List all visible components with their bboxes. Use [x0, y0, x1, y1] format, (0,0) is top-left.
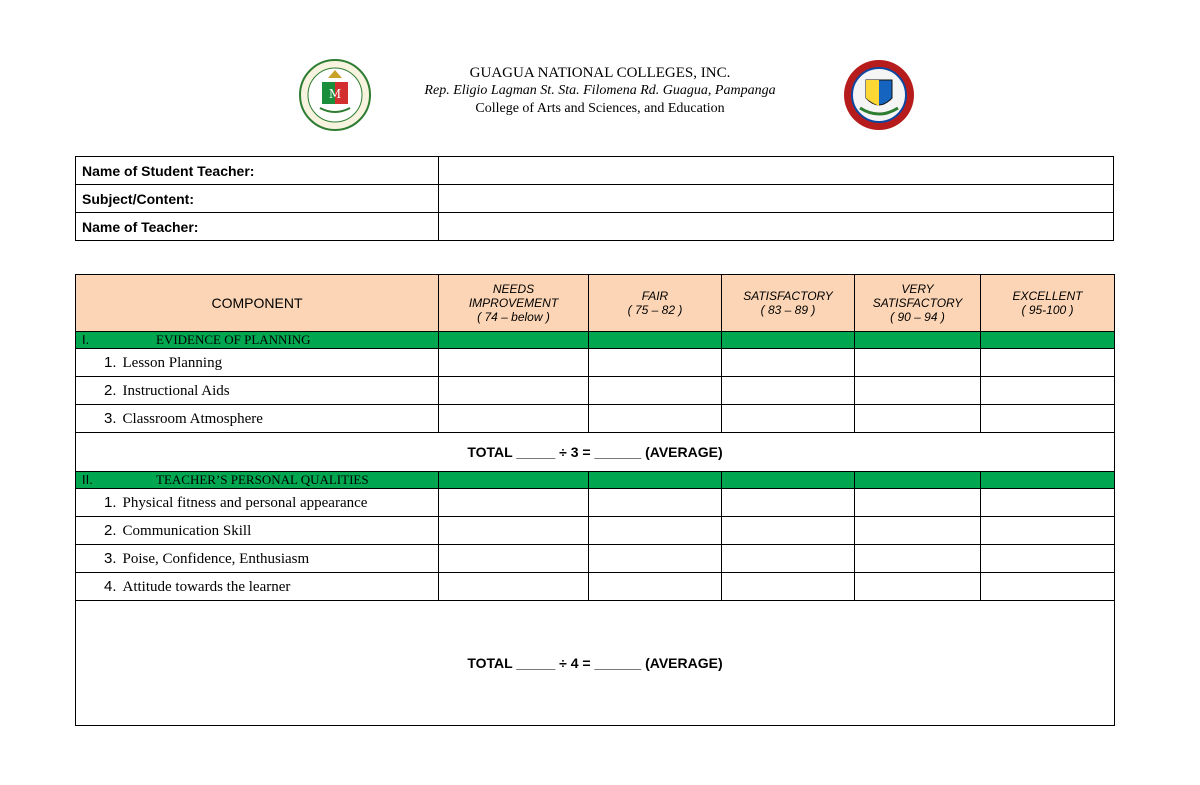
rating-cell[interactable]	[439, 545, 589, 573]
rating-cell[interactable]	[722, 545, 855, 573]
subject-label: Subject/Content:	[76, 185, 439, 213]
section-title: EVIDENCE OF PLANNING	[156, 332, 311, 347]
rating-cell[interactable]	[589, 405, 722, 433]
section1-total-row	[76, 433, 1115, 472]
rating-cell[interactable]	[855, 349, 981, 377]
rubric-table	[75, 274, 1115, 726]
info-row-student-teacher	[76, 157, 1114, 185]
rating-cell[interactable]	[855, 377, 981, 405]
rubric-row: 4. Attitude towards the learner	[76, 573, 1115, 601]
rating-cell[interactable]	[855, 573, 981, 601]
svg-text:M: M	[328, 87, 342, 101]
college-seal-logo	[842, 58, 916, 132]
rating-cell[interactable]	[722, 377, 855, 405]
rubric-row: 3. Classroom Atmosphere	[76, 405, 1115, 433]
school-seal-logo	[298, 58, 372, 132]
rating-cell[interactable]	[439, 489, 589, 517]
teacher-label: Name of Teacher:	[76, 213, 439, 241]
rubric-row: 1. Lesson Planning	[76, 349, 1115, 377]
info-table	[75, 156, 1114, 241]
criterion-label: Poise, Confidence, Enthusiasm	[122, 550, 310, 567]
rating-cell[interactable]	[589, 489, 722, 517]
student-teacher-label: Name of Student Teacher:	[76, 157, 439, 185]
criterion-label: Attitude towards the learner	[122, 578, 291, 595]
rating-cell[interactable]	[855, 405, 981, 433]
criterion-label: Physical fitness and personal appearance	[122, 494, 368, 511]
rating-cell[interactable]	[439, 573, 589, 601]
section-header-planning	[76, 332, 1115, 349]
section-number: II.	[82, 472, 93, 487]
college-name: College of Arts and Sciences, and Education	[475, 101, 725, 116]
rating-cell[interactable]	[981, 377, 1115, 405]
rubric-row: 2. Instructional Aids	[76, 377, 1115, 405]
level-excellent: EXCELLENT ( 95-100 )	[981, 275, 1115, 332]
school-name: GUAGUA NATIONAL COLLEGES, INC.	[469, 65, 731, 81]
component-header: COMPONENT	[76, 275, 439, 332]
info-row-teacher	[76, 213, 1114, 241]
student-teacher-field[interactable]	[439, 157, 1114, 185]
rating-cell[interactable]	[981, 573, 1115, 601]
rubric-row: 2. Communication Skill	[76, 517, 1115, 545]
rating-cell[interactable]	[981, 489, 1115, 517]
criterion-label: Classroom Atmosphere	[122, 410, 263, 427]
rubric-row: 3. Poise, Confidence, Enthusiasm	[76, 545, 1115, 573]
section1-total-formula: TOTAL _____ ÷ 3 = ______ (AVERAGE)	[76, 433, 1115, 472]
rating-cell[interactable]	[855, 545, 981, 573]
rating-cell[interactable]	[855, 489, 981, 517]
rating-cell[interactable]	[589, 377, 722, 405]
rating-cell[interactable]	[981, 545, 1115, 573]
rating-cell[interactable]	[589, 545, 722, 573]
rubric-header-row	[76, 275, 1115, 332]
rating-cell[interactable]	[439, 517, 589, 545]
level-needs-improvement: NEEDS IMPROVEMENT ( 74 – below )	[439, 275, 589, 332]
section2-total-formula: TOTAL _____ ÷ 4 = ______ (AVERAGE)	[76, 601, 1115, 726]
rating-cell[interactable]	[589, 349, 722, 377]
rating-cell[interactable]	[722, 489, 855, 517]
institution-header	[380, 64, 820, 118]
section-title: TEACHER’S PERSONAL QUALITIES	[156, 472, 369, 487]
rubric-row: 1. Physical fitness and personal appearance	[76, 489, 1115, 517]
rating-cell[interactable]	[439, 377, 589, 405]
rating-cell[interactable]	[981, 517, 1115, 545]
rating-cell[interactable]	[722, 405, 855, 433]
criterion-label: Instructional Aids	[122, 382, 230, 399]
rating-cell[interactable]	[722, 349, 855, 377]
rating-cell[interactable]	[722, 573, 855, 601]
criterion-label: Communication Skill	[122, 522, 252, 539]
rating-cell[interactable]	[589, 573, 722, 601]
rating-cell[interactable]	[981, 349, 1115, 377]
rating-cell[interactable]	[439, 405, 589, 433]
rating-cell[interactable]	[722, 517, 855, 545]
section-header-personal-qualities	[76, 472, 1115, 489]
level-fair: FAIR ( 75 – 82 )	[589, 275, 722, 332]
section-number: I.	[82, 332, 90, 347]
rating-cell[interactable]	[589, 517, 722, 545]
section2-total-row	[76, 601, 1115, 726]
level-very-satisfactory: VERY SATISFACTORY ( 90 – 94 )	[855, 275, 981, 332]
subject-field[interactable]	[439, 185, 1114, 213]
level-satisfactory: SATISFACTORY ( 83 – 89 )	[722, 275, 855, 332]
rating-cell[interactable]	[981, 405, 1115, 433]
school-address: Rep. Eligio Lagman St. Sta. Filomena Rd. Guagua, Pampanga	[424, 83, 776, 98]
rating-cell[interactable]	[439, 349, 589, 377]
rating-cell[interactable]	[855, 517, 981, 545]
criterion-label: Lesson Planning	[122, 354, 223, 371]
info-row-subject	[76, 185, 1114, 213]
teacher-field[interactable]	[439, 213, 1114, 241]
